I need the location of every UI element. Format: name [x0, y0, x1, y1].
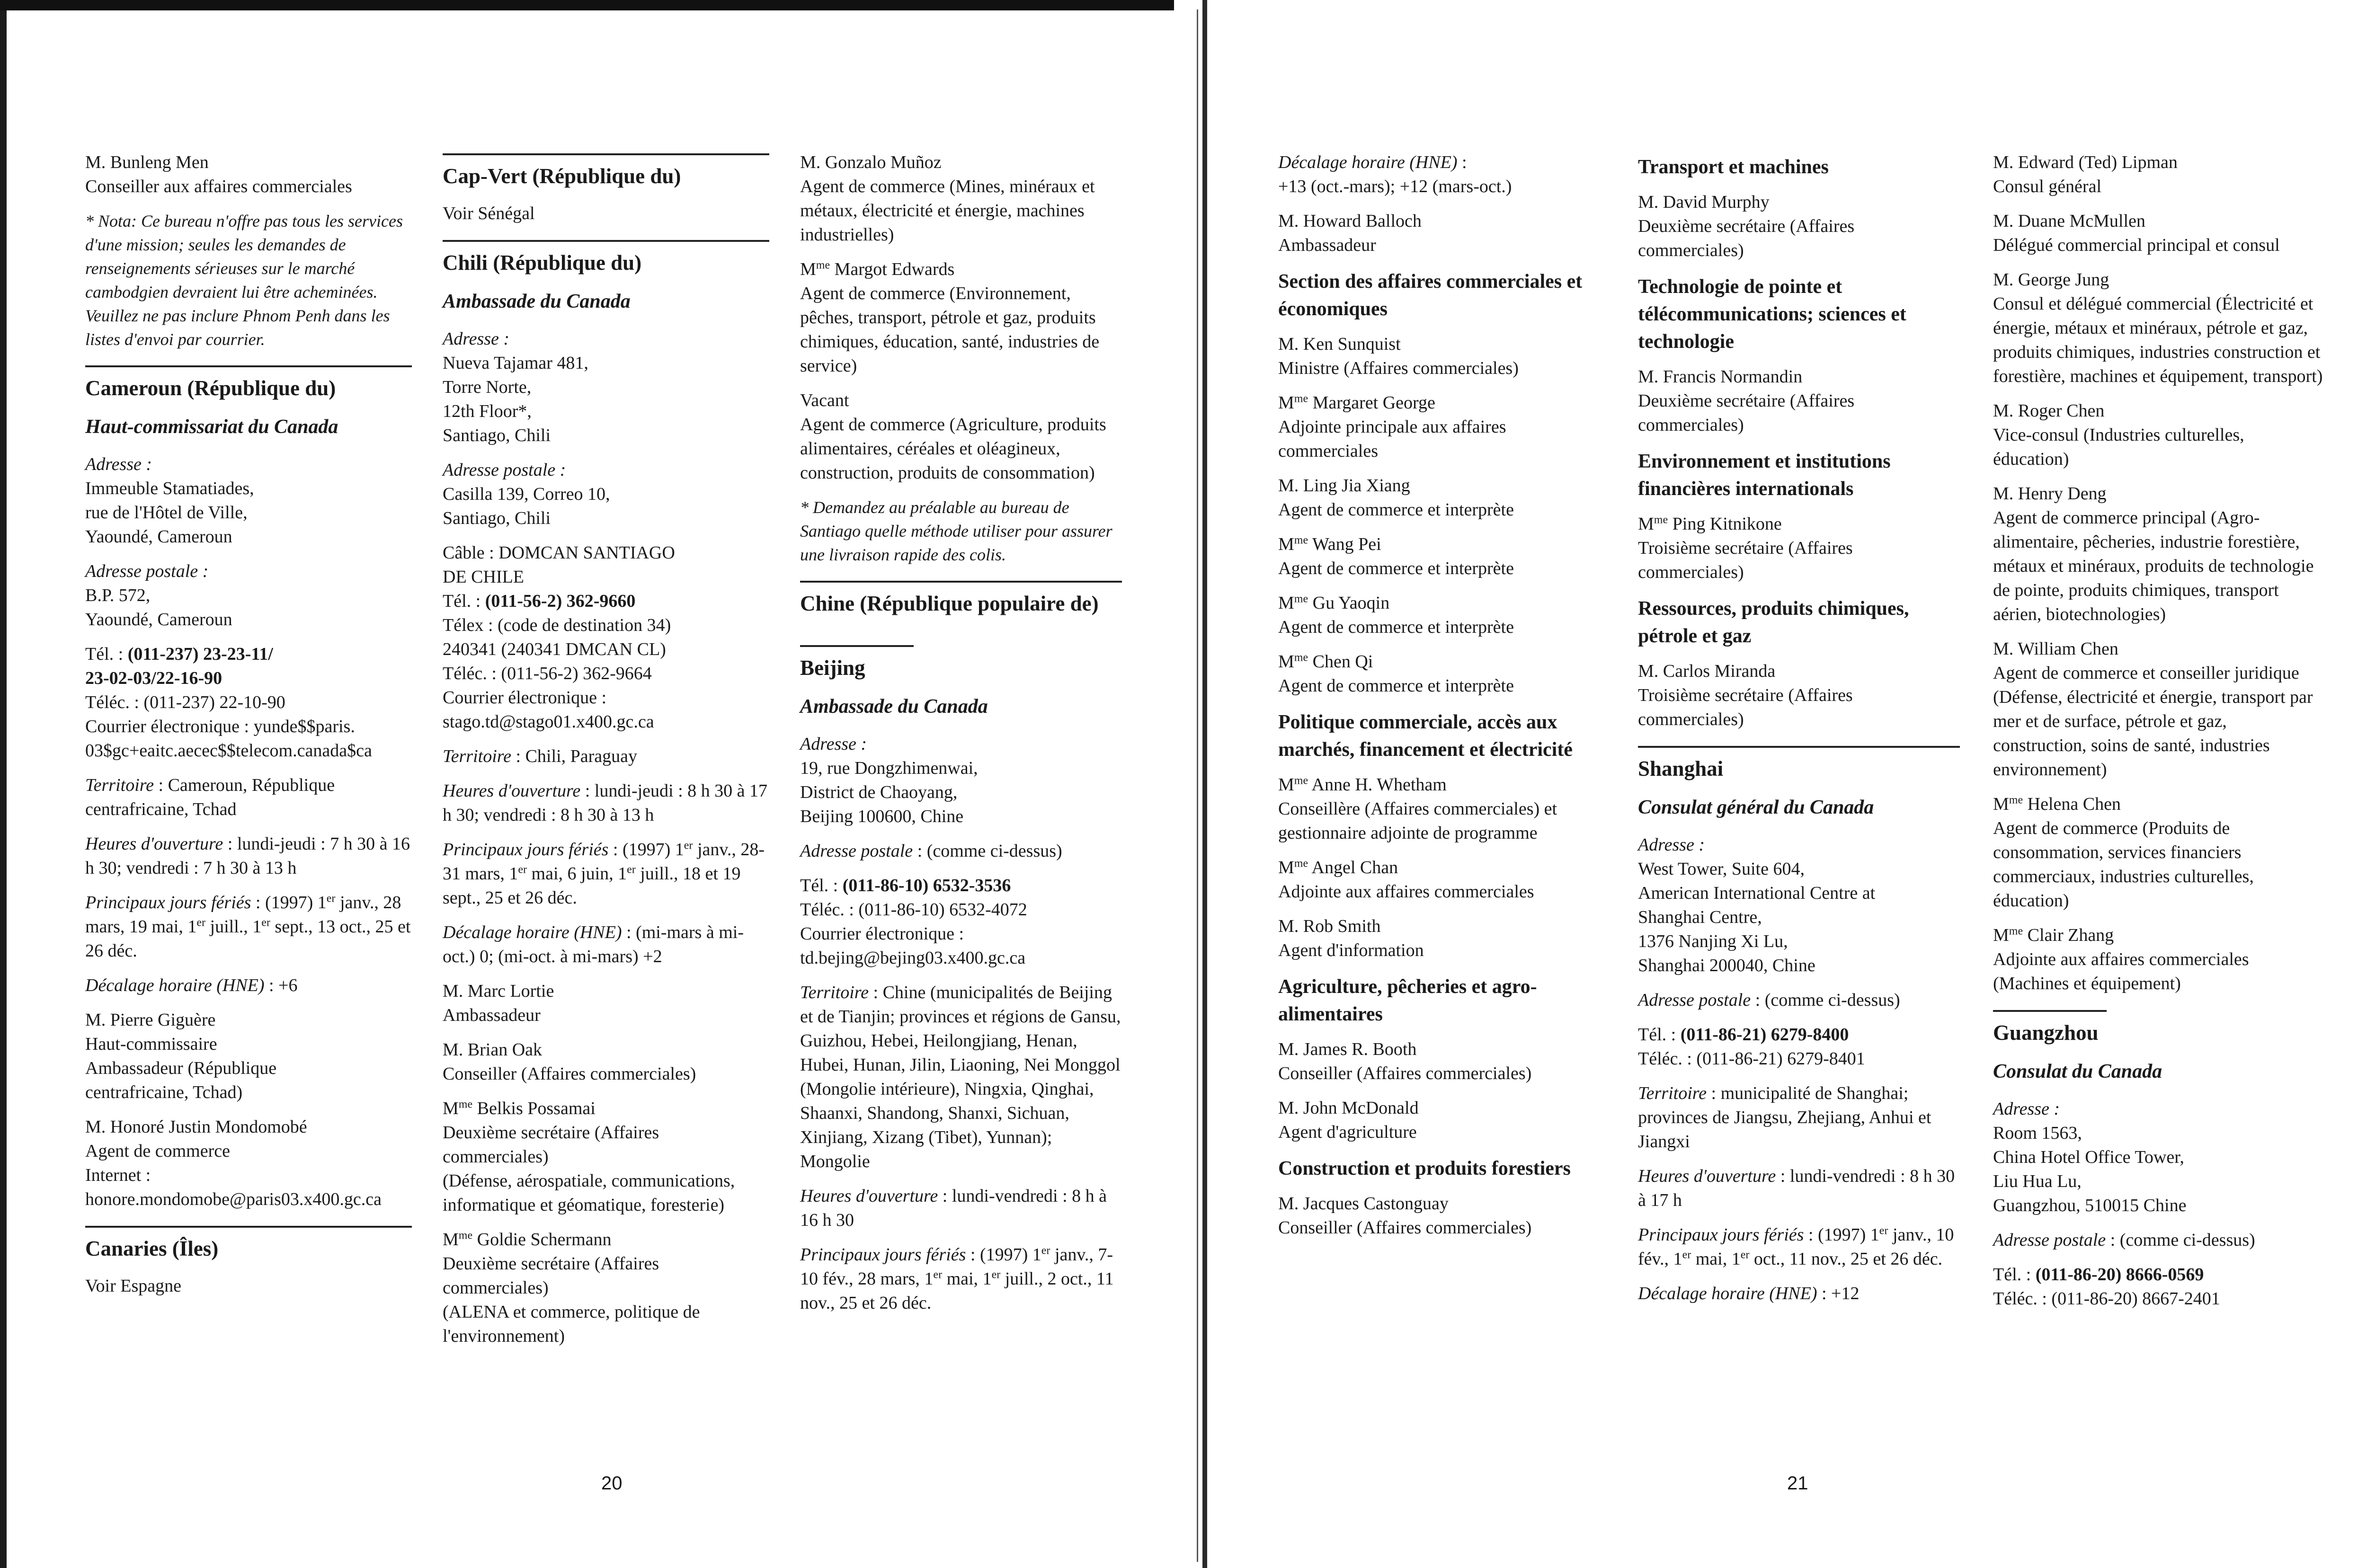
holidays: Principaux jours fériés : (1997) 1er janv., 28-31 mars, 1er mai, 6 juin, 1er juill., 18 et 19 sept., 25 et 26 déc.	[443, 839, 765, 908]
section-heading: Section des affaires commerciales et économiques	[1278, 271, 1583, 320]
mission-heading: Consulat du Canada	[1993, 1061, 2162, 1082]
contact-title: Conseiller aux affaires commerciales	[85, 177, 352, 196]
note: * Nota: Ce bureau n'offre pas tous les services d'une mission; seules les demandes de renseignements sérieuses sur le marché cambodgien devraient lui être acheminées. Veuillez ne pas inclure Phnom Penh dans les listes d'envoi par courrier.	[85, 212, 403, 349]
section-rule	[85, 1226, 412, 1228]
holidays: Principaux jours fériés : (1997) 1er janv., 7-10 fév., 28 mars, 1er mai, 1er juill., 2 oct., 11 nov., 25 et 26 déc.	[800, 1244, 1114, 1313]
mission-heading: Haut-commissariat du Canada	[85, 416, 338, 438]
opening-hours: Heures d'ouverture : lundi-jeudi : 8 h 30 à 17 h 30; vendredi : 8 h 30 à 13 h	[443, 781, 768, 825]
section-rule	[85, 365, 412, 367]
time-offset: Décalage horaire (HNE) : +13 (oct.-mars); +12 (mars-oct.)	[1278, 152, 1512, 196]
contact-numbers: Tél. : (011-237) 23-23-11/ 23-02-03/22-16-90 Téléc. : (011-237) 22-10-90 Courrier électronique : yunde$$paris. 03$gc+eaitc.aecec$$telecom.canada$ca	[85, 644, 372, 761]
column-3	[800, 151, 1122, 1326]
contact-entry: M. Pierre Giguère Haut-commissaire Ambassadeur (République centrafricaine, Tchad)	[85, 1010, 277, 1102]
contact-entry: M. Gonzalo Muñoz Agent de commerce (Mines, minéraux et métaux, électricité et énergie, machines industrielles)	[800, 152, 1095, 245]
section-rule	[443, 153, 769, 155]
contact-entry: $M^{me}$ Angel Chan Adjointe aux affaires commerciales	[1278, 857, 1534, 902]
territory: Territoire : Cameroun, République centrafricaine, Tchad	[85, 775, 335, 819]
contact-entry: $M^{me}$ Margaret George Adjointe principale aux affaires commerciales	[1278, 392, 1506, 461]
section-heading: Transport et machines	[1638, 156, 1829, 178]
territory: Territoire : Chine (municipalités de Beijing et de Tianjin; provinces et régions de Gansu, Guizhou, Hebei, Heilongjiang, Henan, Hubei, Hunan, Jilin, Liaoning, Nei Monggol (Mongolie intérieure), Ningxia, Qinghai, Shaanxi, Shandong, Shanxi, Sichuan, Xinjiang, Xizang (Tibet), Yunnan); Mongolie	[800, 983, 1121, 1171]
section-rule	[1993, 1010, 2107, 1012]
section-heading: Ressources, produits chimiques, pétrole et gaz	[1638, 598, 1909, 647]
contact-entry: $M^{me}$ Helena Chen Agent de commerce (Produits de consommation, services financiers commerciaux, industries culturelles, éducation)	[1993, 794, 2254, 911]
contact-name: M. Bunleng Men	[85, 152, 209, 172]
contact-entry: $M^{me}$ Wang Pei Agent de commerce et interprète	[1278, 534, 1514, 578]
postal-address-block: Adresse postale : (comme ci-dessus)	[800, 841, 1062, 861]
contact-entry: $M^{me}$ Margot Edwards Agent de commerce (Environnement, pêches, transport, pétrole et gaz, produits chimiques, éducation, santé, industries de service)	[800, 259, 1100, 376]
contact-entry: M. Howard Balloch Ambassadeur	[1278, 211, 1422, 255]
section-rule	[800, 645, 914, 647]
contact-numbers: Tél. : (011-86-21) 6279-8400 Téléc. : (011-86-21) 6279-8401	[1638, 1025, 1865, 1069]
contact-entry: $M^{me}$ Gu Yaoqin Agent de commerce et interprète	[1278, 593, 1514, 637]
contact-entry: M. William Chen Agent de commerce et conseiller juridique (Défense, électricité et énergie, transport par mer et de surface, pétrole et gaz, construction, soins de santé, industries environnement)	[1993, 639, 2313, 780]
section-heading: Politique commerciale, accès aux marchés, financement et électricité	[1278, 711, 1573, 761]
contact-entry: $M^{me}$ Ping Kitnikone Troisième secrétaire (Affaires commerciales)	[1638, 514, 1853, 582]
contact-numbers: Câble : DOMCAN SANTIAGO DE CHILE Tél. : (011-56-2) 362-9660 Télex : (code de destination 34) 240341 (240341 DMCAN CL) Téléc. : (011-56-2) 362-9664 Courrier électronique : stago.td@stago01.x400.gc.ca	[443, 543, 675, 732]
address-block: Adresse : Room 1563, China Hotel Office Tower, Liu Hua Lu, Guangzhou, 510015 Chine	[1993, 1099, 2187, 1215]
mission-heading: Ambassade du Canada	[800, 696, 988, 718]
holidays: Principaux jours fériés : (1997) 1er janv., 10 fév., 1er mai, 1er oct., 11 nov., 25 et 26 déc.	[1638, 1224, 1954, 1269]
contact-numbers: Tél. : (011-86-10) 6532-3536 Téléc. : (011-86-10) 6532-4072 Courrier électronique : td.bejing@bejing03.x400.gc.ca	[800, 876, 1027, 968]
section-rule	[443, 240, 769, 242]
page-number-left: 20	[601, 1473, 623, 1494]
postal-address-block: Adresse postale : B.P. 572, Yaoundé, Cameroun	[85, 561, 232, 629]
see-also: Voir Espagne	[85, 1276, 181, 1296]
address-block: Adresse : Immeuble Stamatiades, rue de l'Hôtel de Ville, Yaoundé, Cameroun	[85, 454, 254, 547]
contact-entry: M. John McDonald Agent d'agriculture	[1278, 1098, 1419, 1142]
contact-entry: M. Brian Oak Conseiller (Affaires commerciales)	[443, 1040, 696, 1084]
section-heading: Environnement et institutions financières internationals	[1638, 451, 1891, 500]
contact-entry: M. Francis Normandin Deuxième secrétaire (Affaires commerciales)	[1638, 367, 1855, 435]
contact-entry: M. Roger Chen Vice-consul (Industries culturelles, éducation)	[1993, 401, 2244, 469]
postal-address-block: Adresse postale : (comme ci-dessus)	[1993, 1230, 2255, 1250]
opening-hours: Heures d'ouverture : lundi-vendredi : 8 h 30 à 17 h	[1638, 1166, 1955, 1210]
contact-entry: Vacant Agent de commerce (Agriculture, produits alimentaires, céréales et oléagineux, construction, produits de consommation)	[800, 390, 1106, 483]
postal-address-block: Adresse postale : Casilla 139, Correo 10, Santiago, Chili	[443, 460, 610, 528]
book-gutter	[1202, 0, 1207, 1568]
contact-entry: M. Henry Deng Agent de commerce principal (Agro-alimentaire, pêcheries, industrie forestière, métaux et minéraux, produits de technologie de pointe, produits chimiques, transport aérien, biotechnologies)	[1993, 484, 2314, 624]
section-heading: Agriculture, pêcheries et agro-alimentaires	[1278, 976, 1537, 1025]
contact-entry: $M^{me}$ Goldie Schermann Deuxième secrétaire (Affaires commerciales) (ALENA et commerce, politique de l'environnement)	[443, 1229, 700, 1346]
contact-entry: M. Edward (Ted) Lipman Consul général	[1993, 152, 2178, 196]
note: * Demandez au préalable au bureau de Santiago quelle méthode utiliser pour assurer une livraison rapide des colis.	[800, 498, 1112, 564]
mission-heading: Consulat général du Canada	[1638, 797, 1874, 818]
column-1	[85, 151, 412, 1309]
section-heading: Technologie de pointe et télécommunications; sciences et technologie	[1638, 276, 1906, 353]
contact-entry: $M^{me}$ Chen Qi Agent de commerce et interprète	[1278, 651, 1514, 696]
country-heading: Cameroun (République du)	[85, 376, 336, 400]
contact-entry: M. Ling Jia Xiang Agent de commerce et interprète	[1278, 476, 1514, 520]
page-fold-line	[1197, 9, 1198, 1562]
address-block: Adresse : 19, rue Dongzhimenwai, District de Chaoyang, Beijing 100600, Chine	[800, 734, 978, 826]
opening-hours: Heures d'ouverture : lundi-jeudi : 7 h 30 à 16 h 30; vendredi : 7 h 30 à 13 h	[85, 834, 410, 878]
column-5	[1638, 151, 1960, 1316]
contact-entry: M. Ken Sunquist Ministre (Affaires commerciales)	[1278, 334, 1519, 378]
contact-entry: $M^{me}$ Belkis Possamai Deuxième secrétaire (Affaires commerciales) (Défense, aérospatiale, communications, informatique et géomatique, foresterie)	[443, 1098, 735, 1215]
contact-numbers: Tél. : (011-86-20) 8666-0569 Téléc. : (011-86-20) 8667-2401	[1993, 1265, 2220, 1309]
country-heading: Cap-Vert (République du)	[443, 164, 681, 188]
scan-top-bar	[0, 0, 1174, 10]
column-6	[1993, 151, 2324, 1321]
territory: Territoire : Chili, Paraguay	[443, 746, 637, 766]
column-4	[1278, 151, 1605, 1250]
contact-entry: $M^{me}$ Clair Zhang Adjointe aux affaires commerciales (Machines et équipement)	[1993, 925, 2249, 993]
address-block: Adresse : Nueva Tajamar 481, Torre Norte, 12th Floor*, Santiago, Chili	[443, 329, 588, 445]
contact-entry: M. Rob Smith Agent d'information	[1278, 916, 1424, 960]
contact-entry: M. George Jung Consul et délégué commercial (Électricité et énergie, métaux et minéraux, pétrole et gaz, produits chimiques, industries construction et forestière, machines et équipement, transport)	[1993, 270, 2323, 386]
contact-entry: M. David Murphy Deuxième secrétaire (Affaires commerciales)	[1638, 192, 1855, 260]
city-heading: Guangzhou	[1993, 1021, 2099, 1045]
scan-left-edge	[0, 0, 7, 1568]
country-heading: Chine (République populaire de)	[800, 592, 1099, 615]
mission-heading: Ambassade du Canada	[443, 291, 631, 312]
opening-hours: Heures d'ouverture : lundi-vendredi : 8 h à 16 h 30	[800, 1186, 1107, 1230]
contact-entry: M. Marc Lortie Ambassadeur	[443, 981, 554, 1025]
contact-entry: $M^{me}$ Anne H. Whetham Conseillère (Affaires commerciales) et gestionnaire adjointe de programme	[1278, 774, 1557, 843]
territory: Territoire : municipalité de Shanghai; provinces de Jiangsu, Zhejiang, Anhui et Jiangxi	[1638, 1083, 1931, 1152]
postal-address-block: Adresse postale : (comme ci-dessus)	[1638, 990, 1900, 1010]
country-heading: Canaries (Îles)	[85, 1237, 219, 1260]
holidays: Principaux jours fériés : (1997) 1er janv., 28 mars, 19 mai, 1er juill., 1er sept., 13 oct., 25 et 26 déc.	[85, 892, 411, 961]
address-block: Adresse : West Tower, Suite 604, American International Centre at Shanghai Centre, 1376 Nanjing Xi Lu, Shanghai 200040, Chine	[1638, 835, 1876, 975]
section-heading: Construction et produits forestiers	[1278, 1158, 1571, 1179]
column-2	[443, 151, 769, 1359]
contact-entry: M. James R. Booth Conseiller (Affaires commerciales)	[1278, 1039, 1532, 1083]
city-heading: Shanghai	[1638, 757, 1724, 780]
contact-entry: M. Jacques Castonguay Conseiller (Affaires commerciales)	[1278, 1194, 1532, 1238]
time-offset: Décalage horaire (HNE) : +12	[1638, 1284, 1860, 1303]
page-number-right: 21	[1787, 1473, 1808, 1494]
time-offset: Décalage horaire (HNE) : +6	[85, 975, 298, 995]
section-rule	[800, 581, 1122, 583]
contact-entry	[85, 151, 412, 199]
time-offset: Décalage horaire (HNE) : (mi-mars à mi-oct.) 0; (mi-oct. à mi-mars) +2	[443, 922, 744, 966]
city-heading: Beijing	[800, 656, 865, 680]
contact-entry: M. Duane McMullen Délégué commercial principal et consul	[1993, 211, 2280, 255]
contact-entry: M. Honoré Justin Mondomobé Agent de commerce Internet : honore.mondomobe@paris03.x400.gc.ca	[85, 1117, 382, 1209]
country-heading: Chili (République du)	[443, 251, 642, 275]
contact-entry: M. Carlos Miranda Troisième secrétaire (Affaires commerciales)	[1638, 661, 1853, 729]
section-rule	[1638, 746, 1960, 748]
see-also: Voir Sénégal	[443, 204, 535, 223]
